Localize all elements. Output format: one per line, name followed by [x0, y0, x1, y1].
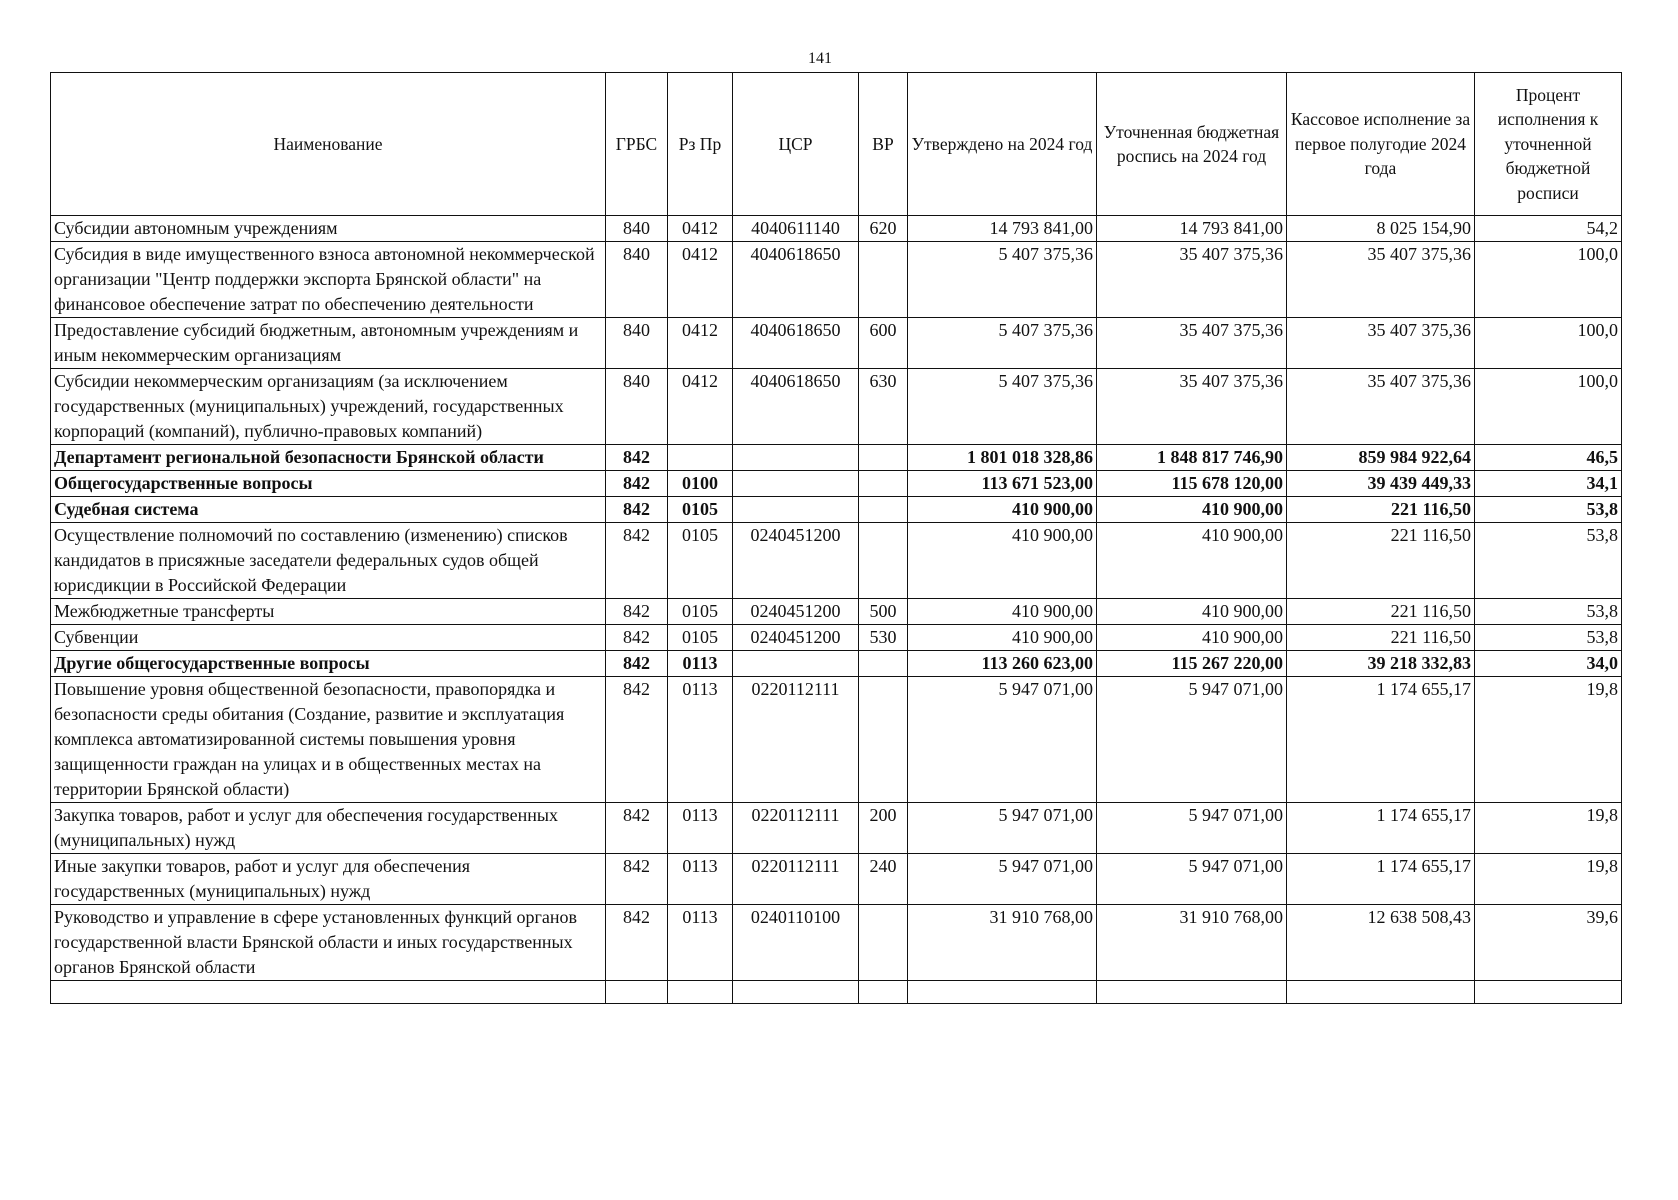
- cell-cash: 35 407 375,36: [1287, 369, 1475, 445]
- cell-vr: 600: [859, 318, 908, 369]
- cell-vr: 500: [859, 599, 908, 625]
- cell-cash: 1 174 655,17: [1287, 803, 1475, 854]
- cell-name: Межбюджетные трансферты: [51, 599, 606, 625]
- cell-name: Субсидии некоммерческим организациям (за исключением государственных (муниципальных) учреждений, государственных корпораций (компаний), публично-правовых компаний): [51, 369, 606, 445]
- table-row: [51, 854, 1622, 905]
- table-header-row: [51, 73, 1622, 216]
- cell-grbs: 840: [606, 369, 668, 445]
- cell-grbs: 842: [606, 854, 668, 905]
- cell-rzpr: 0105: [668, 523, 733, 599]
- cell-csr: 4040618650: [733, 242, 859, 318]
- cell-refined: 410 900,00: [1097, 599, 1287, 625]
- cell-approved: 5 407 375,36: [908, 369, 1097, 445]
- cell-rzpr: 0412: [668, 242, 733, 318]
- cell-csr: [733, 471, 859, 497]
- table-row: [51, 803, 1622, 854]
- cell-approved: 31 910 768,00: [908, 905, 1097, 981]
- cell-rzpr: 0105: [668, 625, 733, 651]
- cell-refined: 115 267 220,00: [1097, 651, 1287, 677]
- cell-grbs: 842: [606, 599, 668, 625]
- table-row: [51, 599, 1622, 625]
- table-row: [51, 651, 1622, 677]
- cell-grbs: 840: [606, 216, 668, 242]
- cell-vr: 630: [859, 369, 908, 445]
- cell-refined: 410 900,00: [1097, 523, 1287, 599]
- cell-cash: 221 116,50: [1287, 599, 1475, 625]
- cell-grbs: 842: [606, 625, 668, 651]
- header-name: Наименование: [51, 73, 606, 216]
- cell-csr: 0240110100: [733, 905, 859, 981]
- cell-name: Руководство и управление в сфере установленных функций органов государственной власти Брянской области и иных государственных органов Брянской области: [51, 905, 606, 981]
- cell-name: Субсидии автономным учреждениям: [51, 216, 606, 242]
- cell-name: Повышение уровня общественной безопасности, правопорядка и безопасности среды обитания (Создание, развитие и эксплуатация комплекса автоматизированной системы повышения уровня защищенности граждан на улицах и в общественных местах на территории Брянской области): [51, 677, 606, 803]
- page-number: 141: [808, 50, 832, 67]
- cell-approved: 14 793 841,00: [908, 216, 1097, 242]
- header-refined: Уточненная бюджетная роспись на 2024 год: [1097, 73, 1287, 216]
- cell-rzpr: 0113: [668, 677, 733, 803]
- header-vr: ВР: [859, 73, 908, 216]
- cell-csr: 0220112111: [733, 803, 859, 854]
- cell-percent: 19,8: [1475, 803, 1622, 854]
- cell-refined: 35 407 375,36: [1097, 242, 1287, 318]
- header-csr: ЦСР: [733, 73, 859, 216]
- cell-rzpr: 0113: [668, 803, 733, 854]
- cell-vr: [859, 651, 908, 677]
- cell-name: Осуществление полномочий по составлению (изменению) списков кандидатов в присяжные заседатели федеральных судов общей юрисдикции в Российской Федерации: [51, 523, 606, 599]
- cell-csr: 0240451200: [733, 523, 859, 599]
- cell-approved: 1 801 018 328,86: [908, 445, 1097, 471]
- cell-vr: [859, 471, 908, 497]
- cell-vr: [859, 445, 908, 471]
- cell-percent: 53,8: [1475, 599, 1622, 625]
- cell-approved: 5 407 375,36: [908, 318, 1097, 369]
- cell-refined: 5 947 071,00: [1097, 677, 1287, 803]
- cell-approved: 113 260 623,00: [908, 651, 1097, 677]
- cell-cash: 39 439 449,33: [1287, 471, 1475, 497]
- cell-name: Другие общегосударственные вопросы: [51, 651, 606, 677]
- cell-cash: 221 116,50: [1287, 523, 1475, 599]
- cell-percent: 46,5: [1475, 445, 1622, 471]
- cell-grbs: 840: [606, 318, 668, 369]
- cell-name: Закупка товаров, работ и услуг для обеспечения государственных (муниципальных) нужд: [51, 803, 606, 854]
- cell-refined: 35 407 375,36: [1097, 369, 1287, 445]
- cell-percent: 19,8: [1475, 677, 1622, 803]
- cell-refined: 14 793 841,00: [1097, 216, 1287, 242]
- cell-cash: 12 638 508,43: [1287, 905, 1475, 981]
- cell-refined: 31 910 768,00: [1097, 905, 1287, 981]
- cell-csr: 4040611140: [733, 216, 859, 242]
- cell-cash: 35 407 375,36: [1287, 318, 1475, 369]
- table-row: [51, 497, 1622, 523]
- header-grbs: ГРБС: [606, 73, 668, 216]
- cell-approved: 410 900,00: [908, 523, 1097, 599]
- cell-csr: [733, 497, 859, 523]
- cell-approved: 5 947 071,00: [908, 803, 1097, 854]
- cell-vr: [859, 497, 908, 523]
- cell-vr: 620: [859, 216, 908, 242]
- cell-rzpr: 0412: [668, 318, 733, 369]
- cell-csr: 0220112111: [733, 854, 859, 905]
- table-body: [51, 216, 1622, 1004]
- cell-refined: 115 678 120,00: [1097, 471, 1287, 497]
- cell-refined: 410 900,00: [1097, 497, 1287, 523]
- cell-rzpr: 0412: [668, 216, 733, 242]
- cell-percent: 100,0: [1475, 242, 1622, 318]
- cell-approved: 5 407 375,36: [908, 242, 1097, 318]
- cell-rzpr: 0113: [668, 854, 733, 905]
- cell-percent: 39,6: [1475, 905, 1622, 981]
- table-row: [51, 369, 1622, 445]
- cell-grbs: 842: [606, 905, 668, 981]
- table-row: [51, 625, 1622, 651]
- cell-approved: 5 947 071,00: [908, 677, 1097, 803]
- cell-cash: 221 116,50: [1287, 625, 1475, 651]
- cell-grbs: 842: [606, 523, 668, 599]
- cell-rzpr: 0100: [668, 471, 733, 497]
- header-percent: Процент исполнения к уточненной бюджетной росписи: [1475, 73, 1622, 216]
- header-approved: Утверждено на 2024 год: [908, 73, 1097, 216]
- budget-execution-table: [50, 72, 1622, 1004]
- cell-vr: 240: [859, 854, 908, 905]
- table-row: [51, 318, 1622, 369]
- cell-name: Общегосударственные вопросы: [51, 471, 606, 497]
- cell-vr: [859, 523, 908, 599]
- cell-vr: 530: [859, 625, 908, 651]
- cell-name: Предоставление субсидий бюджетным, автономным учреждениям и иным некоммерческим организациям: [51, 318, 606, 369]
- cell-vr: 200: [859, 803, 908, 854]
- cell-csr: [733, 445, 859, 471]
- cell-refined: 5 947 071,00: [1097, 854, 1287, 905]
- cell-percent: 34,0: [1475, 651, 1622, 677]
- cell-name: Судебная система: [51, 497, 606, 523]
- cell-csr: 0220112111: [733, 677, 859, 803]
- table-row: [51, 677, 1622, 803]
- cell-grbs: 842: [606, 497, 668, 523]
- cell-csr: 4040618650: [733, 369, 859, 445]
- cell-vr: [859, 677, 908, 803]
- cell-grbs: 842: [606, 677, 668, 803]
- table-row: [51, 445, 1622, 471]
- cell-refined: 5 947 071,00: [1097, 803, 1287, 854]
- cell-csr: 0240451200: [733, 599, 859, 625]
- cell-vr: [859, 905, 908, 981]
- cell-name: Субсидия в виде имущественного взноса автономной некоммерческой организации "Центр поддержки экспорта Брянской области" на финансовое обеспечение затрат по обеспечению деятельности: [51, 242, 606, 318]
- table-row: [51, 523, 1622, 599]
- cell-cash: 221 116,50: [1287, 497, 1475, 523]
- cell-refined: 35 407 375,36: [1097, 318, 1287, 369]
- cell-cash: 39 218 332,83: [1287, 651, 1475, 677]
- table-row: [51, 216, 1622, 242]
- cell-approved: 410 900,00: [908, 497, 1097, 523]
- cell-grbs: 842: [606, 651, 668, 677]
- cell-csr: [733, 651, 859, 677]
- cell-rzpr: 0105: [668, 497, 733, 523]
- cell-csr: 4040618650: [733, 318, 859, 369]
- table-row: [51, 471, 1622, 497]
- table-row: [51, 905, 1622, 981]
- cell-cash: 1 174 655,17: [1287, 854, 1475, 905]
- cell-vr: [859, 242, 908, 318]
- cell-rzpr: 0113: [668, 651, 733, 677]
- cell-grbs: 840: [606, 242, 668, 318]
- cell-grbs: 842: [606, 445, 668, 471]
- cell-percent: 19,8: [1475, 854, 1622, 905]
- cell-grbs: 842: [606, 471, 668, 497]
- cell-percent: 34,1: [1475, 471, 1622, 497]
- cell-approved: 410 900,00: [908, 599, 1097, 625]
- table-row: [51, 242, 1622, 318]
- cell-cash: 1 174 655,17: [1287, 677, 1475, 803]
- cell-name: Иные закупки товаров, работ и услуг для обеспечения государственных (муниципальных) нужд: [51, 854, 606, 905]
- cell-approved: 113 671 523,00: [908, 471, 1097, 497]
- cell-approved: 410 900,00: [908, 625, 1097, 651]
- cell-approved: 5 947 071,00: [908, 854, 1097, 905]
- cell-cash: 8 025 154,90: [1287, 216, 1475, 242]
- header-rzpr: Рз Пр: [668, 73, 733, 216]
- cell-rzpr: [668, 445, 733, 471]
- cell-percent: 100,0: [1475, 369, 1622, 445]
- header-cash: Кассовое исполнение за первое полугодие 2024 года: [1287, 73, 1475, 216]
- cell-refined: 410 900,00: [1097, 625, 1287, 651]
- cell-percent: 53,8: [1475, 523, 1622, 599]
- cell-name: Субвенции: [51, 625, 606, 651]
- cell-percent: 54,2: [1475, 216, 1622, 242]
- cell-csr: 0240451200: [733, 625, 859, 651]
- cell-refined: 1 848 817 746,90: [1097, 445, 1287, 471]
- cell-percent: 100,0: [1475, 318, 1622, 369]
- cell-cash: 859 984 922,64: [1287, 445, 1475, 471]
- cell-percent: 53,8: [1475, 497, 1622, 523]
- cell-rzpr: 0105: [668, 599, 733, 625]
- cell-rzpr: 0113: [668, 905, 733, 981]
- cell-cash: 35 407 375,36: [1287, 242, 1475, 318]
- cell-rzpr: 0412: [668, 369, 733, 445]
- cell-name: Департамент региональной безопасности Брянской области: [51, 445, 606, 471]
- cell-percent: 53,8: [1475, 625, 1622, 651]
- cell-grbs: 842: [606, 803, 668, 854]
- table-end-spacer: [51, 981, 1622, 1004]
